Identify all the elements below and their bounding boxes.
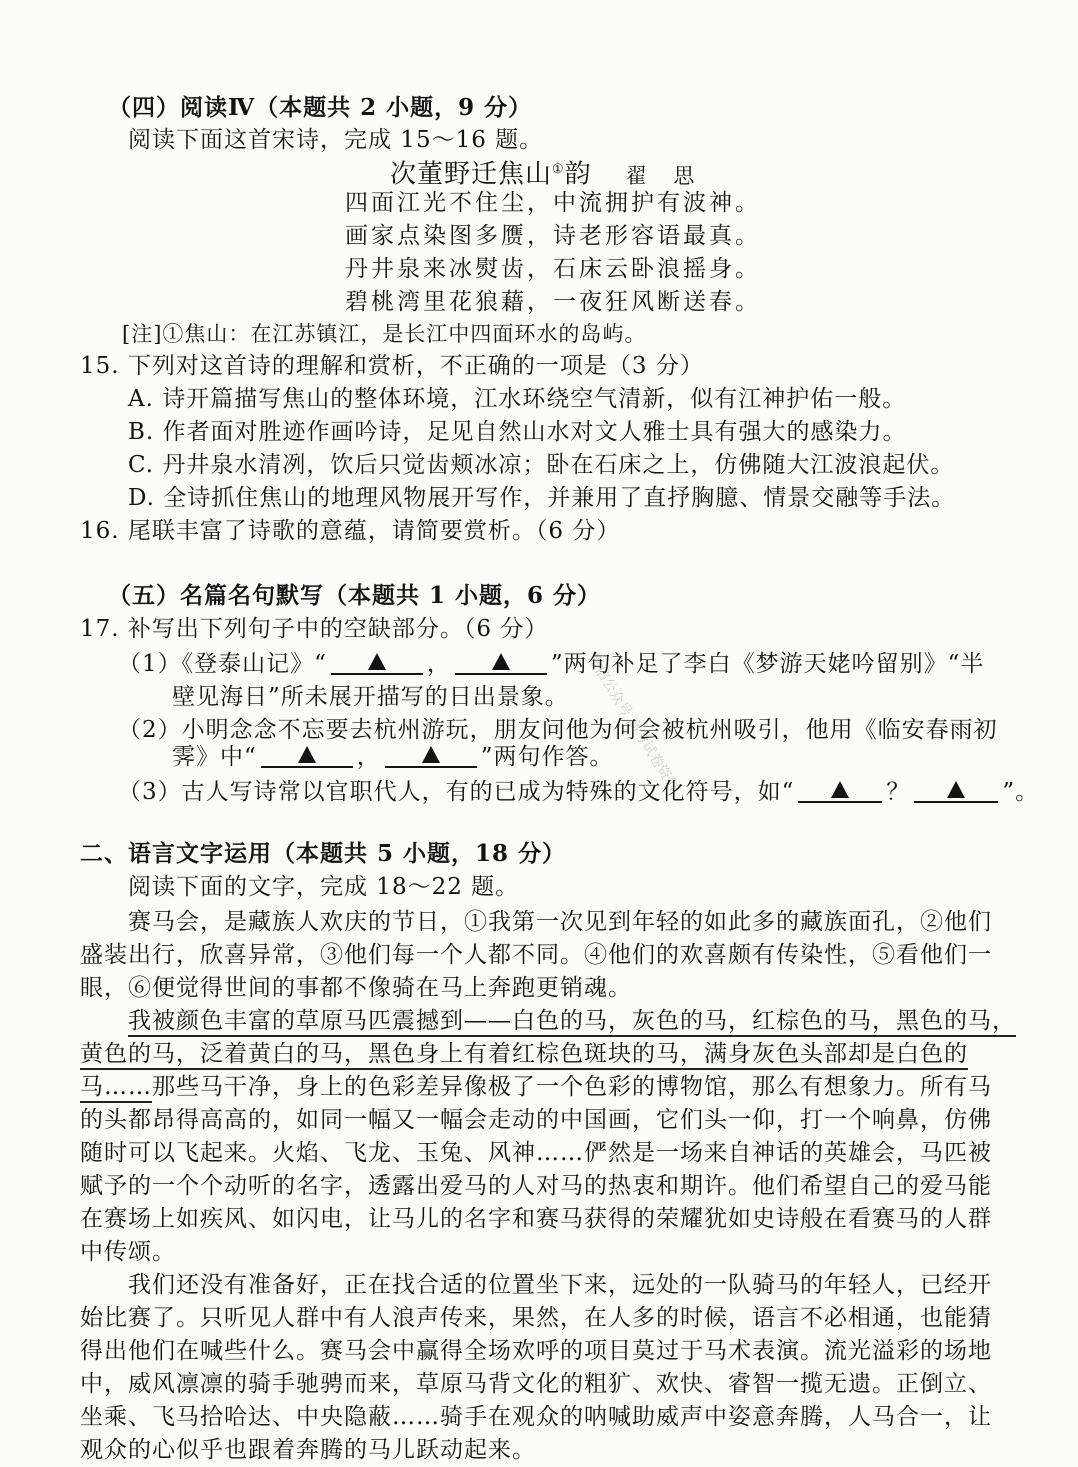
watermark: 微信公众号 高考试卷资料: [583, 651, 682, 795]
q17-part3-end: ”。: [1002, 779, 1040, 805]
underlined-text: 马……: [80, 1074, 152, 1103]
poem-line: 画家点染图多赝，诗老形容语最真。: [345, 223, 761, 249]
q15-option-d: D. 全诗抓住焦山的地理风物展开写作，并兼用了直抒胸臆、情景交融等手法。: [128, 485, 956, 511]
para3-line: 中，威风凛凛的骑手驰骋而来，草原马背文化的粗犷、欢快、睿智一揽无遗。正倒立、: [80, 1371, 992, 1397]
q17-part3-text: （3）古人写诗常以官职代人，有的已成为特殊的文化符号，如“: [118, 779, 795, 805]
answer-blank[interactable]: [914, 777, 998, 803]
section5-heading: （五）名篇名句默写（本题共 1 小题，6 分）: [108, 582, 602, 609]
q15-option-c: C. 丹井泉水清冽，饮后只觉齿颊冰凉；卧在石床之上，仿佛随大江波浪起伏。: [128, 452, 955, 478]
poem-author: 翟 思: [625, 163, 705, 188]
underlined-text: 黄色的马，泛着黄白的马，黑色身上有着红棕色斑块的马，满身灰色头部却是白色的: [80, 1041, 968, 1070]
q17-part3: [118, 776, 1039, 808]
para3-line: 坐乘、飞马拾哈达、中央隐蔽……骑手在观众的呐喊助威声中姿意奔腾，人马合一，让: [80, 1404, 992, 1430]
q17-part1-text-b: ”两句补足了李白《梦游天姥吟留别》“半: [550, 651, 985, 677]
part2-heading: 二、语言文字运用（本题共 5 小题，18 分）: [80, 840, 567, 867]
section4-intro: 阅读下面这首宋诗，完成 15～16 题。: [128, 127, 544, 153]
q17-part1-sep: ，: [426, 651, 451, 677]
answer-blank[interactable]: [798, 777, 882, 803]
triangle-icon: [298, 746, 316, 763]
poem-title-text-end: 韵: [564, 159, 592, 190]
triangle-icon: [831, 781, 849, 798]
poem-title-note-mark: ①: [552, 162, 565, 177]
poem-title: [390, 154, 704, 192]
q15-option-a: A. 诗开篇描写焦山的整体环境，江水环绕空气清新，似有江神护佑一般。: [128, 386, 907, 412]
q17-part2-text-end: ”两句作答。: [480, 744, 614, 770]
part2-intro: 阅读下面的文字，完成 18～22 题。: [128, 874, 520, 900]
para2-line-underlined: [80, 1038, 968, 1070]
poem-note: [注]①焦山：在江苏镇江，是长江中四面环水的岛屿。: [122, 322, 647, 346]
q17-part1: [118, 648, 984, 680]
q17-part2-cont: [172, 741, 614, 773]
poem-title-text: 次董野迁焦山: [390, 159, 553, 190]
para3-line: 观众的心似乎也跟着奔腾的马儿跃动起来。: [80, 1437, 536, 1463]
q17-part2: （2）小明念念不忘要去杭州游玩，朋友问他为何会被杭州吸引，他用《临安春雨初: [118, 717, 998, 743]
para1-line: 赛马会，是藏族人欢庆的节日，①我第一次见到年轻的如此多的藏族面孔，②他们: [128, 909, 992, 935]
para1-line: 眼，⑥便觉得世间的事都不像骑在马上奔跑更销魂。: [80, 975, 632, 1001]
section4-heading: （四）阅读Ⅳ（本题共 2 小题，9 分）: [108, 94, 533, 121]
para2-line: 赋予的一个个动听的名字，透露出爱马的人对马的热衷和期许。他们希望自己的爱马能: [80, 1173, 992, 1199]
q17-part3-sep: ？: [886, 779, 911, 805]
para2-line: [80, 1071, 992, 1103]
underlined-text: 我被颜色丰富的草原马匹震撼到——白色的马，灰色的马，红棕色的马，黑色的马，: [128, 1008, 1016, 1037]
triangle-icon: [422, 746, 440, 763]
para2-text: 那些马干净，身上的色彩差异像极了一个色彩的博物馆，那么有想象力。所有马: [152, 1074, 992, 1100]
para3-line: 始比赛了。只听见人群中有人浪声传来，果然，在人多的时候，语言不必相通，也能猜: [80, 1305, 992, 1331]
answer-blank[interactable]: [331, 649, 423, 675]
q17-stem: 17. 补写出下列句子中的空缺部分。（6 分）: [80, 616, 549, 642]
q17-part2-sep: ，: [356, 744, 381, 770]
answer-blank[interactable]: [455, 649, 547, 675]
triangle-icon: [368, 653, 386, 670]
triangle-icon: [947, 781, 965, 798]
poem-line: 丹井泉来冰熨齿，石床云卧浪摇身。: [345, 256, 761, 282]
para2-line-underlined: [128, 1005, 1016, 1037]
para2-line: 的头都昂得高高的，如同一幅又一幅会走动的中国画，它们头一仰，打一个响鼻，仿佛: [80, 1107, 992, 1133]
answer-blank[interactable]: [385, 742, 477, 768]
q17-part2-text: 霁》中“: [172, 744, 257, 770]
para2-line: 随时可以飞起来。火焰、飞龙、玉兔、风神……俨然是一场来自神话的英雄会，马匹被: [80, 1140, 992, 1166]
poem-line: 碧桃湾里花狼藉，一夜狂风断送春。: [345, 289, 761, 315]
q17-part1-cont: 壁见海日”所未展开描写的日出景象。: [172, 684, 569, 710]
para1-line: 盛装出行，欣喜异常，③他们每一个人都不同。④他们的欢喜颇有传染性，⑤看他们一: [80, 942, 992, 968]
q15-option-b: B. 作者面对胜迹作画吟诗，足见自然山水对文人雅士具有强大的感染力。: [128, 419, 907, 445]
para3-line: 得出他们在喊些什么。赛马会中赢得全场欢呼的项目莫过于马术表演。流光溢彩的场地: [80, 1338, 992, 1364]
para2-line: 中传颂。: [80, 1239, 176, 1265]
q15-stem: 15. 下列对这首诗的理解和赏析，不正确的一项是（3 分）: [80, 353, 704, 379]
poem-line: 四面江光不住尘，中流拥护有波神。: [345, 190, 761, 216]
para2-line: 在赛场上如疾风、如闪电，让马儿的名字和赛马获得的荣耀犹如史诗般在看赛马的人群: [80, 1206, 992, 1232]
triangle-icon: [492, 653, 510, 670]
para3-line: 我们还没有准备好，正在找合适的位置坐下来，远处的一队骑马的年轻人，已经开: [128, 1272, 992, 1298]
q17-part1-text: （1）《登泰山记》“: [118, 651, 327, 677]
answer-blank[interactable]: [261, 742, 353, 768]
q16-stem: 16. 尾联丰富了诗歌的意蕴，请简要赏析。（6 分）: [80, 518, 621, 544]
